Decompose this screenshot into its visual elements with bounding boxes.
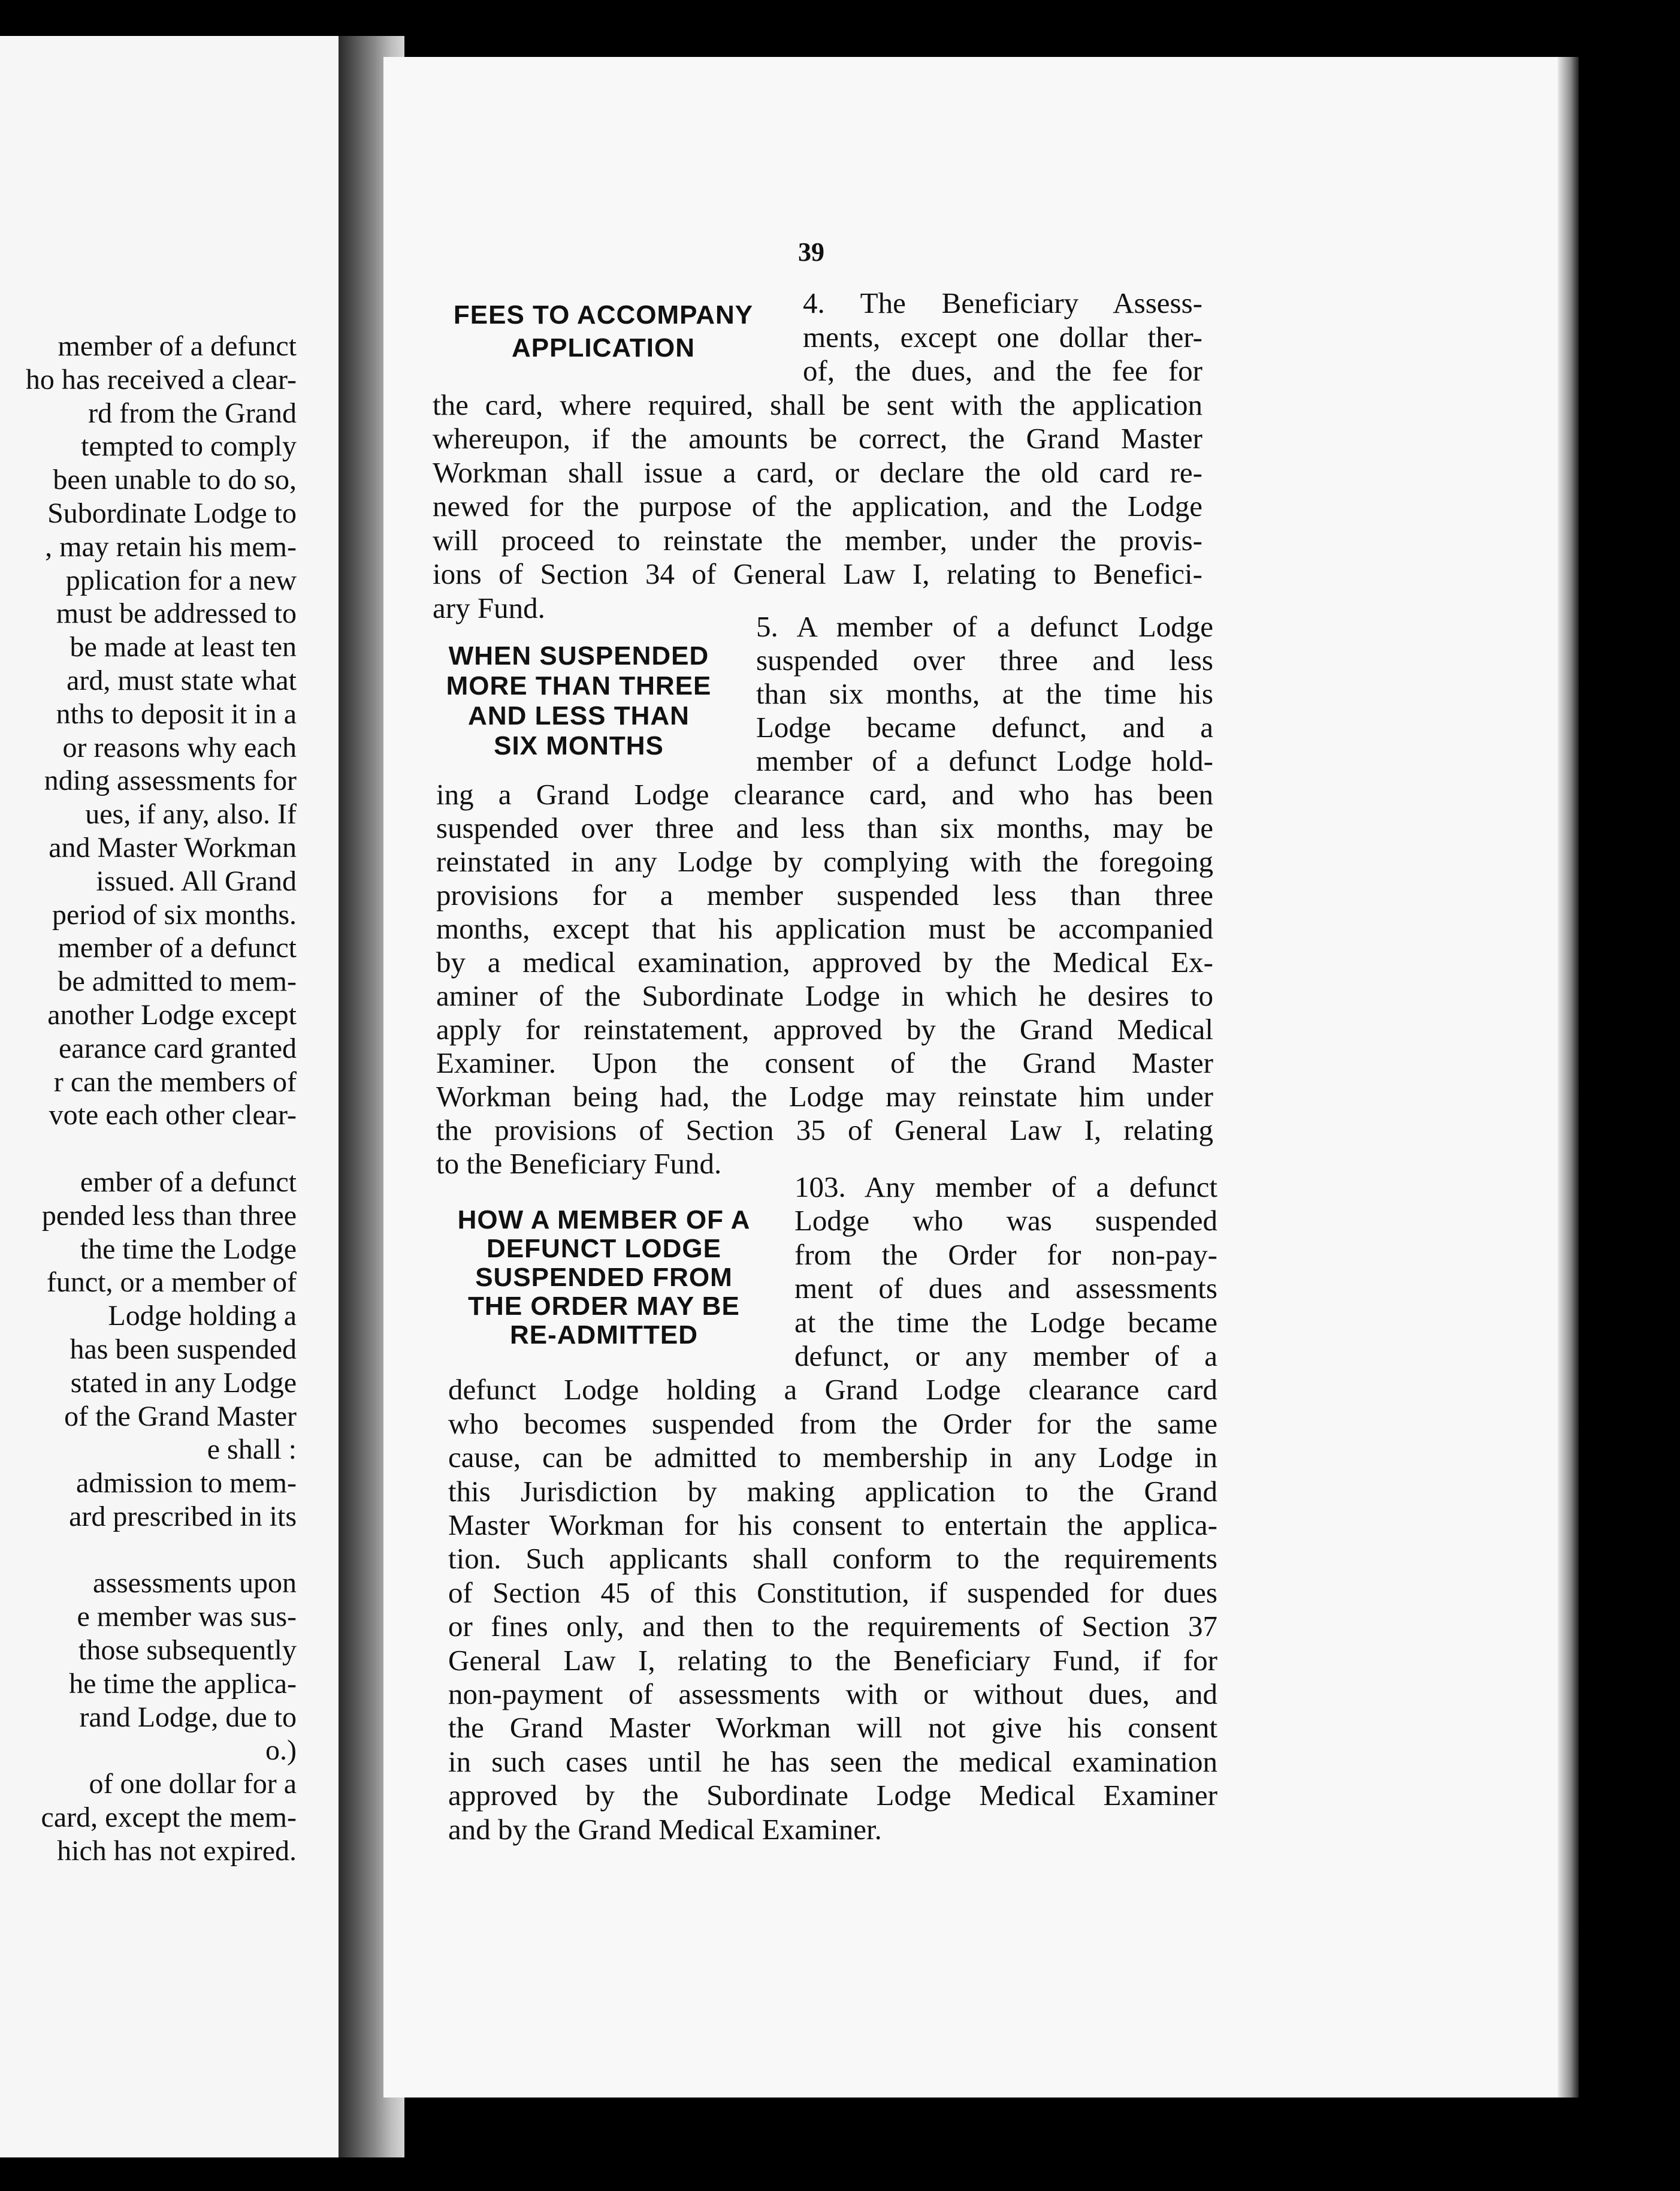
body-text-line: suspended over three and less than six months, may be: [436, 811, 1213, 844]
left-text-line: pended less than three: [41, 1199, 297, 1232]
left-text-line: ues, if any, also. If: [85, 798, 297, 831]
body-text-line: tion. Such applicants shall conform to the requirements: [448, 1542, 1217, 1576]
body-text-line: to the Beneficiary Fund.: [436, 1147, 722, 1180]
body-text-line: 5. A member of a defunct Lodge: [756, 610, 1213, 643]
left-text-line: those subsequently: [78, 1634, 297, 1667]
left-text-line: member of a defunct: [58, 330, 297, 362]
left-text-line: rand Lodge, due to: [79, 1701, 297, 1733]
body-text-line: suspended over three and less: [756, 644, 1213, 677]
body-text-line: cause, can be admitted to membership in any Lodge in: [448, 1441, 1217, 1474]
heading-line: THE ORDER MAY BE: [468, 1291, 740, 1321]
heading-line: WHEN SUSPENDED: [448, 641, 709, 671]
body-text-line: non-payment of assessments with or without dues, and: [448, 1677, 1217, 1710]
body-text-line: 103. Any member of a defunct: [794, 1170, 1217, 1203]
left-text-line: ho has received a clear-: [25, 363, 297, 396]
body-text-line: of, the dues, and the fee for: [803, 354, 1202, 387]
left-text-line: has been suspended: [70, 1333, 297, 1365]
body-text-line: provisions for a member suspended less than three: [436, 879, 1213, 912]
body-text-line: at the time the Lodge became: [794, 1305, 1217, 1339]
left-text-line: earance card granted: [58, 1032, 297, 1064]
section-heading-when-suspended: [427, 641, 731, 761]
left-text-line: [0, 1534, 297, 1567]
left-text-line: nding assessments for: [44, 765, 297, 797]
body-text-line: months, except that his application must be accompanied: [436, 912, 1213, 945]
left-text-line: be made at least ten: [70, 631, 297, 663]
heading-line: DEFUNCT LODGE: [487, 1234, 721, 1263]
left-text-line: r can the members of: [53, 1066, 297, 1098]
body-text-line: newed for the purpose of the application, and the Lodge: [433, 490, 1202, 523]
body-text-line: the Grand Master Workman will not give his consent: [448, 1711, 1217, 1745]
left-text-line: must be addressed to: [56, 597, 297, 630]
heading-line: AND LESS THAN: [468, 701, 690, 731]
left-text-line: been unable to do so,: [53, 464, 297, 496]
body-text-line: of Section 45 of this Constitution, if suspended for dues: [448, 1576, 1217, 1609]
body-text-line: Examiner. Upon the consent of the Grand Master: [436, 1046, 1213, 1079]
left-text-line: o.): [265, 1734, 297, 1767]
left-page: [0, 36, 353, 2157]
left-text-line: e shall :: [207, 1433, 297, 1466]
body-text-line: member of a defunct Lodge hold-: [756, 744, 1213, 777]
left-text-line: assessments upon: [93, 1567, 297, 1600]
heading-line: FEES TO ACCOMPANY: [453, 300, 754, 330]
heading-line: MORE THAN THREE: [446, 671, 712, 701]
left-text-line: hich has not expired.: [57, 1834, 297, 1867]
left-text-line: tempted to comply: [81, 430, 297, 463]
body-text-line: ary Fund.: [433, 591, 545, 624]
body-text-line: General Law I, relating to the Beneficiary Fund, if for: [448, 1643, 1217, 1677]
left-text-line: card, except the mem-: [41, 1801, 297, 1834]
body-text-line: ments, except one dollar ther-: [803, 320, 1202, 354]
body-text-line: or fines only, and then to the requirements of Section 37: [448, 1610, 1217, 1643]
section-heading-how-a-member: [436, 1206, 772, 1350]
body-text-line: aminer of the Subordinate Lodge in which he desires to: [436, 979, 1213, 1012]
left-text-line: member of a defunct: [58, 932, 297, 964]
body-text-line: defunct Lodge holding a Grand Lodge clearance card: [448, 1373, 1217, 1407]
body-text-line: whereupon, if the amounts be correct, the Grand Master: [433, 422, 1202, 455]
body-text-line: ing a Grand Lodge clearance card, and who has been: [436, 778, 1213, 811]
body-text-line: reinstated in any Lodge by complying with the foregoing: [436, 845, 1213, 878]
heading-line: SUSPENDED FROM: [475, 1263, 733, 1292]
left-text-line: rd from the Grand: [88, 397, 297, 429]
body-text-line: ment of dues and assessments: [794, 1272, 1217, 1305]
left-text-line: period of six months.: [52, 898, 297, 931]
body-text-line: Master Workman for his consent to entertain the applica-: [448, 1508, 1217, 1541]
body-text-line: from the Order for non-pay-: [794, 1238, 1217, 1271]
left-text-line: be admitted to mem-: [58, 965, 297, 998]
left-text-line: another Lodge except: [47, 998, 297, 1031]
heading-line: SIX MONTHS: [494, 731, 664, 760]
body-text-line: by a medical examination, approved by the Medical Ex-: [436, 946, 1213, 979]
page-edge: [1558, 57, 1579, 2098]
left-text-line: the time the Lodge: [80, 1233, 297, 1265]
page-number: 39: [798, 237, 824, 267]
body-text-line: defunct, or any member of a: [794, 1339, 1217, 1372]
left-text-line: of the Grand Master: [64, 1400, 297, 1432]
left-text-line: issued. All Grand: [96, 865, 297, 897]
body-text-line: than six months, at the time his: [756, 677, 1213, 710]
body-text-line: 4. The Beneficiary Assess-: [803, 286, 1202, 319]
body-text-line: will proceed to reinstate the member, under the provis-: [433, 523, 1202, 557]
left-text-line: ard, must state what: [67, 664, 297, 696]
body-text-line: Lodge who was suspended: [794, 1204, 1217, 1238]
body-text-line: who becomes suspended from the Order for the same: [448, 1407, 1217, 1440]
left-text-line: admission to mem-: [76, 1467, 297, 1499]
left-text-line: e member was sus-: [77, 1601, 297, 1633]
left-text-line: or reasons why each: [62, 731, 297, 763]
heading-line: APPLICATION: [512, 333, 695, 363]
body-text-line: the provisions of Section 35 of General Law I, relating: [436, 1113, 1213, 1146]
body-text-line: the card, where required, shall be sent with the application: [433, 388, 1202, 421]
left-text-line: he time the applica-: [69, 1667, 297, 1700]
body-text-line: Lodge became defunct, and a: [756, 711, 1213, 744]
left-text-line: of one dollar for a: [89, 1768, 297, 1800]
left-page-text: [0, 330, 297, 1868]
body-text-line: approved by the Subordinate Lodge Medical Examiner: [448, 1779, 1217, 1812]
body-text-line: apply for reinstatement, approved by the Grand Medical: [436, 1013, 1213, 1046]
left-text-line: Subordinate Lodge to: [47, 497, 297, 529]
left-text-line: ember of a defunct: [80, 1166, 297, 1198]
section-heading-fees: [427, 298, 780, 364]
left-text-line: stated in any Lodge: [70, 1366, 297, 1399]
left-text-line: [0, 1132, 297, 1166]
left-text-line: ard prescribed in its: [69, 1500, 297, 1532]
left-text-line: and Master Workman: [49, 831, 297, 864]
left-text-line: nths to deposit it in a: [56, 698, 297, 730]
body-text-line: ions of Section 34 of General Law I, relating to Benefici-: [433, 557, 1202, 590]
body-text-line: in such cases until he has seen the medical examination: [448, 1745, 1217, 1778]
heading-line: RE-ADMITTED: [509, 1320, 699, 1350]
body-text-line: this Jurisdiction by making application to the Grand: [448, 1474, 1217, 1508]
left-text-line: funct, or a member of: [46, 1266, 297, 1299]
left-text-line: , may retain his mem-: [45, 530, 297, 563]
body-text-line: Workman shall issue a card, or declare the old card re-: [433, 455, 1202, 489]
left-text-line: vote each other clear-: [49, 1099, 297, 1131]
left-text-line: pplication for a new: [65, 564, 297, 596]
body-text-line: and by the Grand Medical Examiner.: [448, 1812, 882, 1846]
heading-line: HOW A MEMBER OF A: [457, 1205, 751, 1235]
body-text-line: Workman being had, the Lodge may reinstate him under: [436, 1080, 1213, 1113]
left-text-line: Lodge holding a: [108, 1300, 297, 1332]
